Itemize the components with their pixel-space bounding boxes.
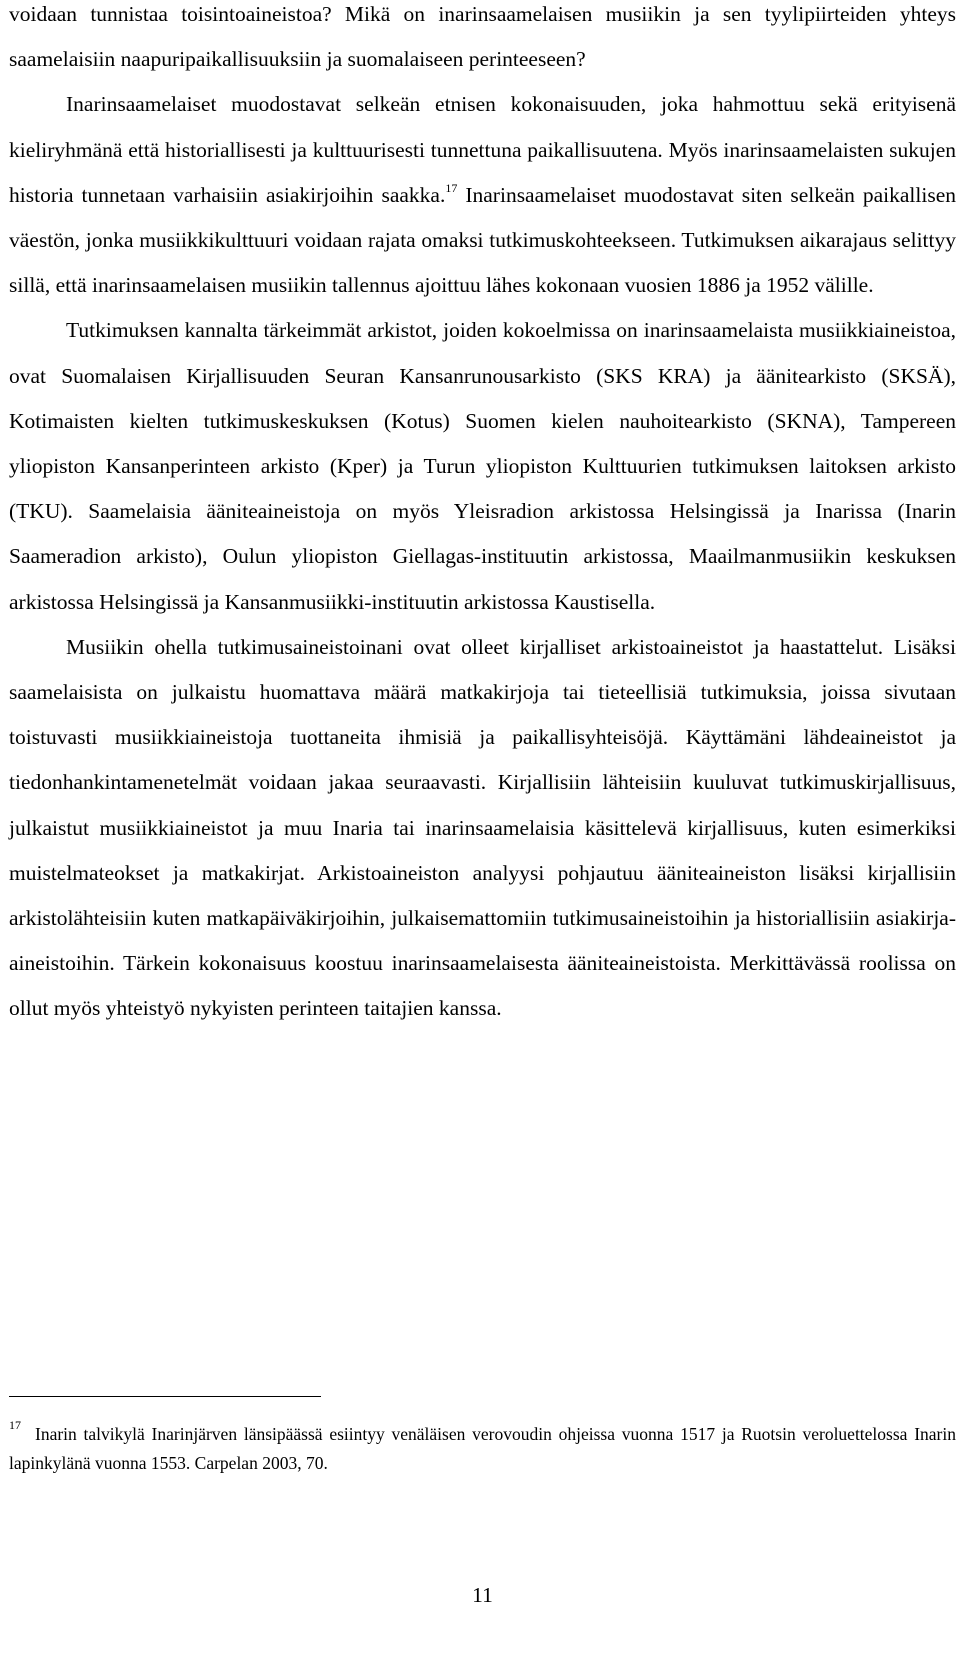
document-page	[9, 0, 956, 1653]
paragraph-sources	[9, 625, 956, 1032]
paragraph-inari-saami-unit	[9, 82, 956, 308]
paragraph-archives	[9, 308, 956, 624]
page-number: 11	[472, 1583, 493, 1607]
paragraph-text-part-b: Inarinsaamelaiset muodostavat siten selkeän paikallisen väestön, jonka musiikkikulttuuri voidaan rajata omaksi tutkimuskohteekseen. Tutkimuksen aikarajaus selittyy sillä, että inarinsaamelaisen musiikin tallennus ajoittuu lähes kokonaan vuosien 1886 ja 1952 välille.	[9, 182, 956, 298]
paragraph-text-part-a: Inarinsaamelaiset muodostavat selkeän etnisen kokonaisuuden, joka hahmottuu sekä erityisenä kieliryhmänä että historiallisesti ja kulttuurisesti tunnettuna paikallisuutena. Myös inarinsaamelaisten sukujen historia tunnetaan varhaisiin asiakirjoihin saakka.	[9, 92, 956, 207]
footnote-number: 17	[9, 1418, 21, 1433]
footnote	[9, 1420, 956, 1478]
footnote-reference[interactable]: 17	[445, 180, 458, 195]
paragraph-text: voidaan tunnistaa toisintoaineistoa? Mikä on inarinsaamelaisen musiikin ja sen tyylipiirteiden yhteys saamelaisiin naapuripaikallisuuksiin ja suomalaiseen perinteeseen?	[9, 2, 956, 72]
footnote-separator	[9, 1396, 321, 1397]
paragraph-research-questions-end	[9, 0, 956, 82]
paragraph-text: Tutkimuksen kannalta tärkeimmät arkistot, joiden kokoelmissa on inarinsaamelaista musiikkiaineistoa, ovat Suomalaisen Kirjallisuuden Seuran Kansanrunousarkisto (SKS KRA) ja äänitearkisto (SKSÄ), Kotimaisten kielten tutkimuskeskuksen (Kotus) Suomen kielen nauhoitearkisto (SKNA), Tampereen yliopiston Kansanperinteen arkisto (Kper) ja Turun yliopiston Kulttuurien tutkimuksen laitoksen arkisto (TKU). Saamelaisia ääniteaineistoja on myös Yleisradion arkistossa Helsingissä ja Inarissa (Inarin Saameradion arkisto), Oulun yliopiston Giellagas-instituutin arkistossa, Maailmanmusiikin keskuksen arkistossa Helsingissä ja Kansanmusiikki-instituutin arkistossa Kaustisella.	[9, 318, 956, 614]
footnote-text: Inarin talvikylä Inarinjärven länsipäässä esiintyy venäläisen verovoudin ohjeissa vuonna 1517 ja Ruotsin veroluettelossa Inarin lapinkylänä vuonna 1553. Carpelan 2003, 70.	[9, 1424, 956, 1473]
paragraph-text: Musiikin ohella tutkimusaineistoinani ovat olleet kirjalliset arkistoaineistot ja haastattelut. Lisäksi saamelaisista on julkaistu huomattava määrä matkakirjoja tai tieteellisiä tutkimuksia, joissa sivutaan toistuvasti musiikkiaineistoja tuottaneita ihmisiä ja paikallisyhteisöjä. Käyttämäni lähdeaineistot ja tiedonhankintamenetelmät voidaan jakaa seuraavasti. Kirjallisiin lähteisiin kuuluvat tutkimuskirjallisuus, julkaistut musiikkiaineistot ja muu Inaria tai inarinsaamelaisia käsittelevä kirjallisuus, kuten esimerkiksi muistelmateokset ja matkakirjat. Arkistoaineiston analyysi pohjautuu ääniteaineiston lisäksi kirjallisiin arkistolähteisiin kuten matkapäiväkirjoihin, julkaisemattomiin tutkimusaineistoihin ja historiallisiin asiakirja-aineistoihin. Tärkein kokonaisuus koostuu inarinsaamelaisesta ääniteaineistoista. Merkittävässä roolissa on ollut myös yhteistyö nykyisten perinteen taitajien kanssa.	[9, 634, 956, 1021]
